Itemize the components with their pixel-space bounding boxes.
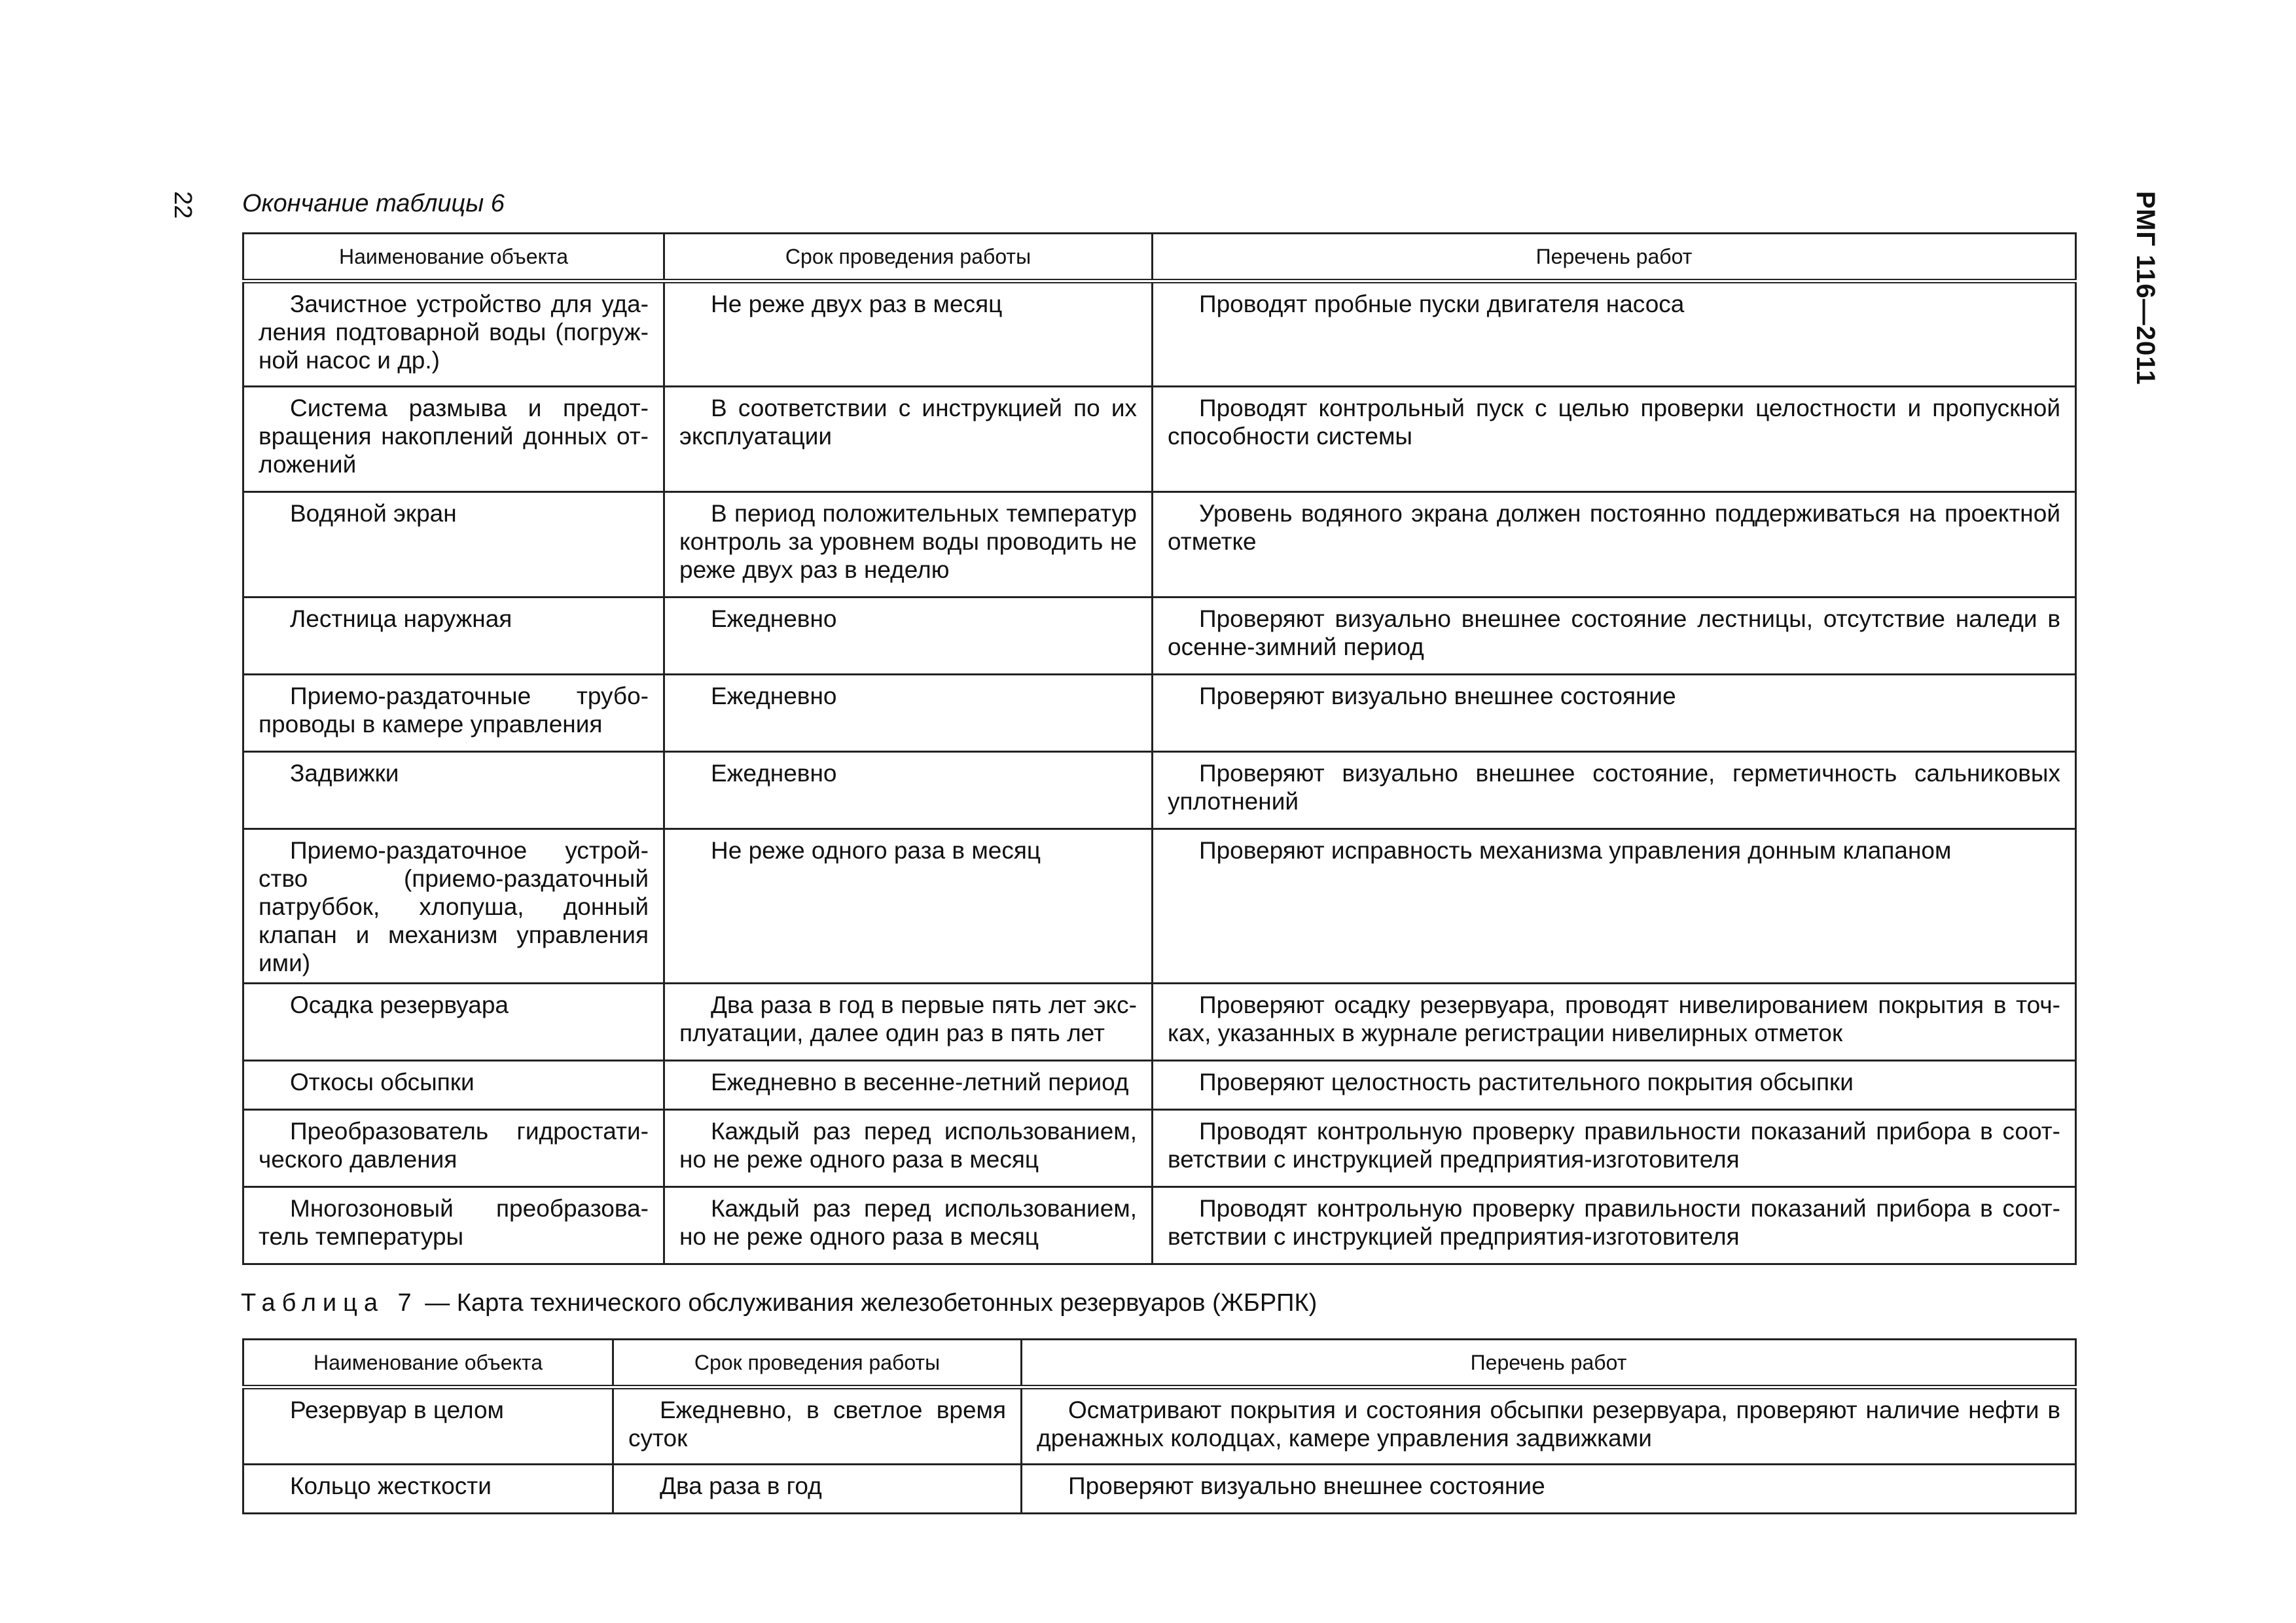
cell-object: Задвижки bbox=[243, 752, 664, 829]
cell-object: Преобразователь гидростатического давления bbox=[243, 1110, 664, 1187]
cell-term: Не реже двух раз в месяц bbox=[664, 281, 1153, 387]
table-row bbox=[243, 1387, 2076, 1465]
cell-object: Зачистное устройство для удаления подтоварной воды (погружной насос и др.) bbox=[243, 281, 664, 387]
column-header-object: Наименование объекта bbox=[243, 1340, 613, 1387]
table-row bbox=[243, 597, 2076, 675]
cell-object: Лестница наружная bbox=[243, 597, 664, 675]
cell-works: Проводят контрольную проверку правильности показаний прибора в соответствии с инструкцией предприятия-изготовителя bbox=[1153, 1187, 2076, 1264]
table-row bbox=[243, 281, 2076, 387]
table-row bbox=[243, 752, 2076, 829]
cell-works: Проводят пробные пуски двигателя насоса bbox=[1153, 281, 2076, 387]
cell-works: Проверяют визуально внешнее состояние, герметичность сальниковых уплотнений bbox=[1153, 752, 2076, 829]
cell-object: Резервуар в целом bbox=[243, 1387, 613, 1465]
cell-object: Кольцо жесткости bbox=[243, 1465, 613, 1514]
cell-object: Водяной экран bbox=[243, 492, 664, 597]
table-row bbox=[243, 1061, 2076, 1110]
cell-term: Не реже одного раза в месяц bbox=[664, 829, 1153, 984]
column-header-object: Наименование объекта bbox=[243, 234, 664, 281]
cell-term: В период положительных температур контроль за уровнем воды проводить не реже двух раз в неделю bbox=[664, 492, 1153, 597]
page-number: 22 bbox=[169, 191, 196, 219]
table-row bbox=[243, 675, 2076, 752]
cell-term: Ежедневно bbox=[664, 675, 1153, 752]
column-header-works: Перечень работ bbox=[1153, 234, 2076, 281]
cell-object: Многозоновый преобразователь температуры bbox=[243, 1187, 664, 1264]
table-continuation-caption: Окончание таблицы 6 bbox=[242, 190, 505, 217]
table-header-row bbox=[243, 234, 2076, 281]
cell-works: Проверяют исправность механизма управления донным клапаном bbox=[1153, 829, 2076, 984]
cell-term: Каждый раз перед использованием, но не реже одного раза в месяц bbox=[664, 1187, 1153, 1264]
cell-object: Приемо-раздаточные трубопроводы в камере управления bbox=[243, 675, 664, 752]
table-6 bbox=[242, 232, 2077, 1265]
cell-works: Проводят контрольную проверку правильности показаний прибора в соответствии с инструкцией предприятия-изготовителя bbox=[1153, 1110, 2076, 1187]
cell-works: Проверяют визуально внешнее состояние bbox=[1022, 1465, 2076, 1514]
table-row bbox=[243, 1465, 2076, 1514]
cell-works: Проверяют осадку резервуара, проводят нивелированием покрытия в точках, указанных в журнале регистрации нивелирных отметок bbox=[1153, 984, 2076, 1061]
cell-object: Система размыва и предотвращения накоплений донных отложений bbox=[243, 387, 664, 492]
cell-works: Проверяют визуально внешнее состояние bbox=[1153, 675, 2076, 752]
cell-works: Проверяют целостность растительного покрытия обсыпки bbox=[1153, 1061, 2076, 1110]
table-7-caption-text: — Карта технического обслуживания железобетонных резервуаров (ЖБРПК) bbox=[418, 1289, 1318, 1317]
table-header-row bbox=[243, 1340, 2076, 1387]
cell-term: Два раза в год в первые пять лет эксплуатации, далее один раз в пять лет bbox=[664, 984, 1153, 1061]
cell-term: Каждый раз перед использованием, но не реже одного раза в месяц bbox=[664, 1110, 1153, 1187]
table-row bbox=[243, 984, 2076, 1061]
cell-works: Проводят контрольный пуск с целью проверки целостности и пропускной способности системы bbox=[1153, 387, 2076, 492]
table-row bbox=[243, 1110, 2076, 1187]
cell-term: Ежедневно bbox=[664, 597, 1153, 675]
table-7-caption bbox=[241, 1289, 1317, 1317]
table-row bbox=[243, 1187, 2076, 1264]
document-code: РМГ 116—2011 bbox=[2131, 191, 2160, 385]
column-header-term: Срок проведения работы bbox=[613, 1340, 1022, 1387]
table-row bbox=[243, 829, 2076, 984]
column-header-term: Срок проведения работы bbox=[664, 234, 1153, 281]
cell-term: Ежедневно bbox=[664, 752, 1153, 829]
cell-term: Ежедневно в весенне-летний период bbox=[664, 1061, 1153, 1110]
table-7 bbox=[242, 1338, 2077, 1514]
cell-works: Осматривают покрытия и состояния обсыпки резервуара, проверяют наличие нефти в дренажных колодцах, камере управления задвижками bbox=[1022, 1387, 2076, 1465]
cell-object: Осадка резервуара bbox=[243, 984, 664, 1061]
table-row bbox=[243, 387, 2076, 492]
table-7-caption-label: Таблица 7 bbox=[241, 1289, 418, 1317]
cell-works: Проверяют визуально внешнее состояние лестницы, отсутствие наледи в осенне-зимний период bbox=[1153, 597, 2076, 675]
cell-works: Уровень водяного экрана должен постоянно поддерживаться на проектной отметке bbox=[1153, 492, 2076, 597]
cell-object: Откосы обсыпки bbox=[243, 1061, 664, 1110]
table-row bbox=[243, 492, 2076, 597]
cell-term: Два раза в год bbox=[613, 1465, 1022, 1514]
cell-object: Приемо-раздаточное устройство (приемо-раздаточный патруббок, хлопуша, донный клапан и механизм управления ими) bbox=[243, 829, 664, 984]
cell-term: В соответствии с инструкцией по их эксплуатации bbox=[664, 387, 1153, 492]
cell-term: Ежедневно, в светлое время суток bbox=[613, 1387, 1022, 1465]
column-header-works: Перечень работ bbox=[1022, 1340, 2076, 1387]
